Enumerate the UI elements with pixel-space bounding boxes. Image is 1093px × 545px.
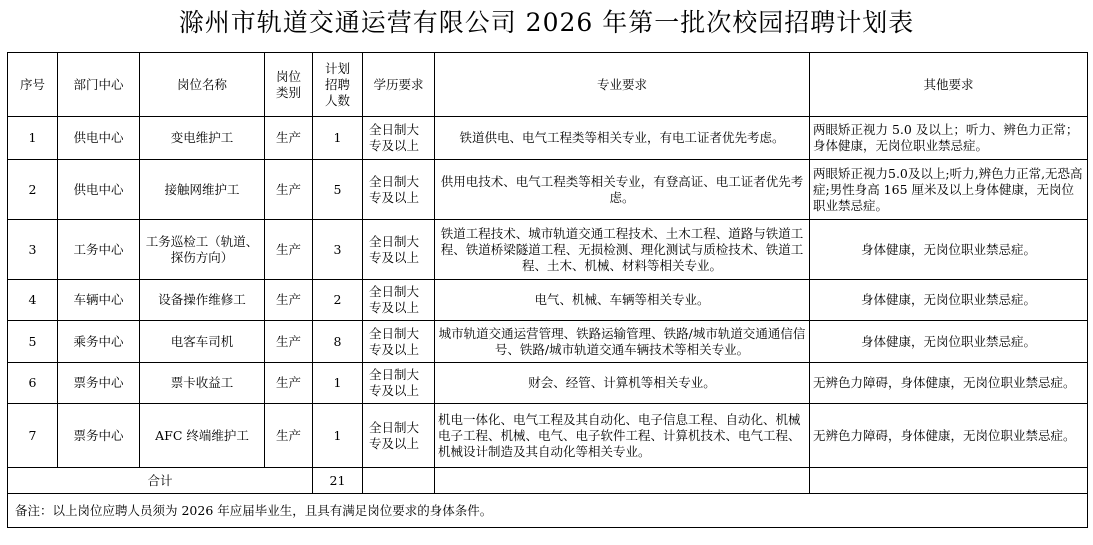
cell-count: 8 [313, 321, 363, 363]
cell-other: 两眼矫正视力 5.0 及以上；听力、辨色力正常；身体健康，无岗位职业禁忌症。 [810, 117, 1088, 160]
cell-position: 电客车司机 [140, 321, 265, 363]
cell-other: 身体健康，无岗位职业禁忌症。 [810, 220, 1088, 280]
cell-count: 1 [313, 404, 363, 468]
total-empty [435, 468, 810, 494]
cell-department: 供电中心 [58, 117, 140, 160]
cell-department: 票务中心 [58, 404, 140, 468]
cell-major: 铁道供电、电气工程类等相关专业，有电工证者优先考虑。 [435, 117, 810, 160]
cell-count: 5 [313, 160, 363, 220]
cell-major: 铁道工程技术、城市轨道交通工程技术、土木工程、道路与铁道工程、铁道桥梁隧道工程、无损检测、理化测试与质检技术、铁道工程、土木、机械、材料等相关专业。 [435, 220, 810, 280]
cell-category: 生产 [265, 404, 313, 468]
cell-department: 乘务中心 [58, 321, 140, 363]
total-row [8, 468, 1088, 494]
header-education: 学历要求 [363, 53, 435, 117]
cell-category: 生产 [265, 160, 313, 220]
cell-position: AFC 终端维护工 [140, 404, 265, 468]
cell-count: 2 [313, 280, 363, 321]
table-row [8, 160, 1088, 220]
cell-index: 6 [8, 363, 58, 404]
cell-category: 生产 [265, 220, 313, 280]
table-row [8, 404, 1088, 468]
page-title: 滁州市轨道交通运营有限公司 2026 年第一批次校园招聘计划表 [178, 8, 915, 37]
cell-category: 生产 [265, 280, 313, 321]
table-row [8, 280, 1088, 321]
cell-index: 7 [8, 404, 58, 468]
cell-major: 电气、机械、车辆等相关专业。 [435, 280, 810, 321]
cell-index: 5 [8, 321, 58, 363]
header-position: 岗位名称 [140, 53, 265, 117]
cell-index: 4 [8, 280, 58, 321]
cell-position: 设备操作维修工 [140, 280, 265, 321]
cell-position: 票卡收益工 [140, 363, 265, 404]
cell-education: 全日制大专及以上 [363, 117, 435, 160]
cell-education: 全日制大专及以上 [363, 280, 435, 321]
cell-other: 无辨色力障碍，身体健康，无岗位职业禁忌症。 [810, 404, 1088, 468]
cell-other: 无辨色力障碍，身体健康，无岗位职业禁忌症。 [810, 363, 1088, 404]
note-row [8, 494, 1088, 528]
header-department: 部门中心 [58, 53, 140, 117]
cell-department: 工务中心 [58, 220, 140, 280]
cell-category: 生产 [265, 321, 313, 363]
recruitment-plan-table [7, 52, 1088, 528]
cell-department: 车辆中心 [58, 280, 140, 321]
cell-major: 供用电技术、电气工程类等相关专业，有登高证、电工证者优先考虑。 [435, 160, 810, 220]
cell-position: 接触网维护工 [140, 160, 265, 220]
total-count: 21 [313, 468, 363, 494]
cell-index: 1 [8, 117, 58, 160]
table-row [8, 363, 1088, 404]
cell-index: 2 [8, 160, 58, 220]
cell-department: 供电中心 [58, 160, 140, 220]
cell-other: 身体健康，无岗位职业禁忌症。 [810, 280, 1088, 321]
total-label: 合计 [8, 468, 313, 494]
cell-education: 全日制大专及以上 [363, 160, 435, 220]
cell-major: 机电一体化、电气工程及其自动化、电子信息工程、自动化、机械电子工程、机械、电气、电子软件工程、计算机技术、电气工程、机械设计制造及其自动化等相关专业。 [435, 404, 810, 468]
cell-count: 1 [313, 363, 363, 404]
total-empty [363, 468, 435, 494]
cell-education: 全日制大专及以上 [363, 404, 435, 468]
cell-major: 城市轨道交通运营管理、铁路运输管理、铁路/城市轨道交通通信信号、铁路/城市轨道交通车辆技术等相关专业。 [435, 321, 810, 363]
cell-department: 票务中心 [58, 363, 140, 404]
table-row [8, 117, 1088, 160]
cell-index: 3 [8, 220, 58, 280]
cell-other: 两眼矫正视力5.0及以上;听力,辨色力正常,无恐高症;男性身高 165 厘米及以上身体健康，无岗位职业禁忌症。 [810, 160, 1088, 220]
note: 备注：以上岗位应聘人员须为 2026 年应届毕业生，且具有满足岗位要求的身体条件。 [8, 494, 1088, 528]
header-count: 计划招聘人数 [313, 53, 363, 117]
cell-count: 1 [313, 117, 363, 160]
table-row [8, 321, 1088, 363]
total-empty [810, 468, 1088, 494]
cell-category: 生产 [265, 117, 313, 160]
cell-count: 3 [313, 220, 363, 280]
header-category: 岗位类别 [265, 53, 313, 117]
cell-major: 财会、经管、计算机等相关专业。 [435, 363, 810, 404]
table-row [8, 220, 1088, 280]
header-row [8, 53, 1088, 117]
cell-other: 身体健康，无岗位职业禁忌症。 [810, 321, 1088, 363]
header-index: 序号 [8, 53, 58, 117]
cell-category: 生产 [265, 363, 313, 404]
cell-education: 全日制大专及以上 [363, 220, 435, 280]
cell-position: 工务巡检工（轨道、探伤方向） [140, 220, 265, 280]
header-major: 专业要求 [435, 53, 810, 117]
header-other: 其他要求 [810, 53, 1088, 117]
cell-education: 全日制大专及以上 [363, 321, 435, 363]
cell-position: 变电维护工 [140, 117, 265, 160]
cell-education: 全日制大专及以上 [363, 363, 435, 404]
